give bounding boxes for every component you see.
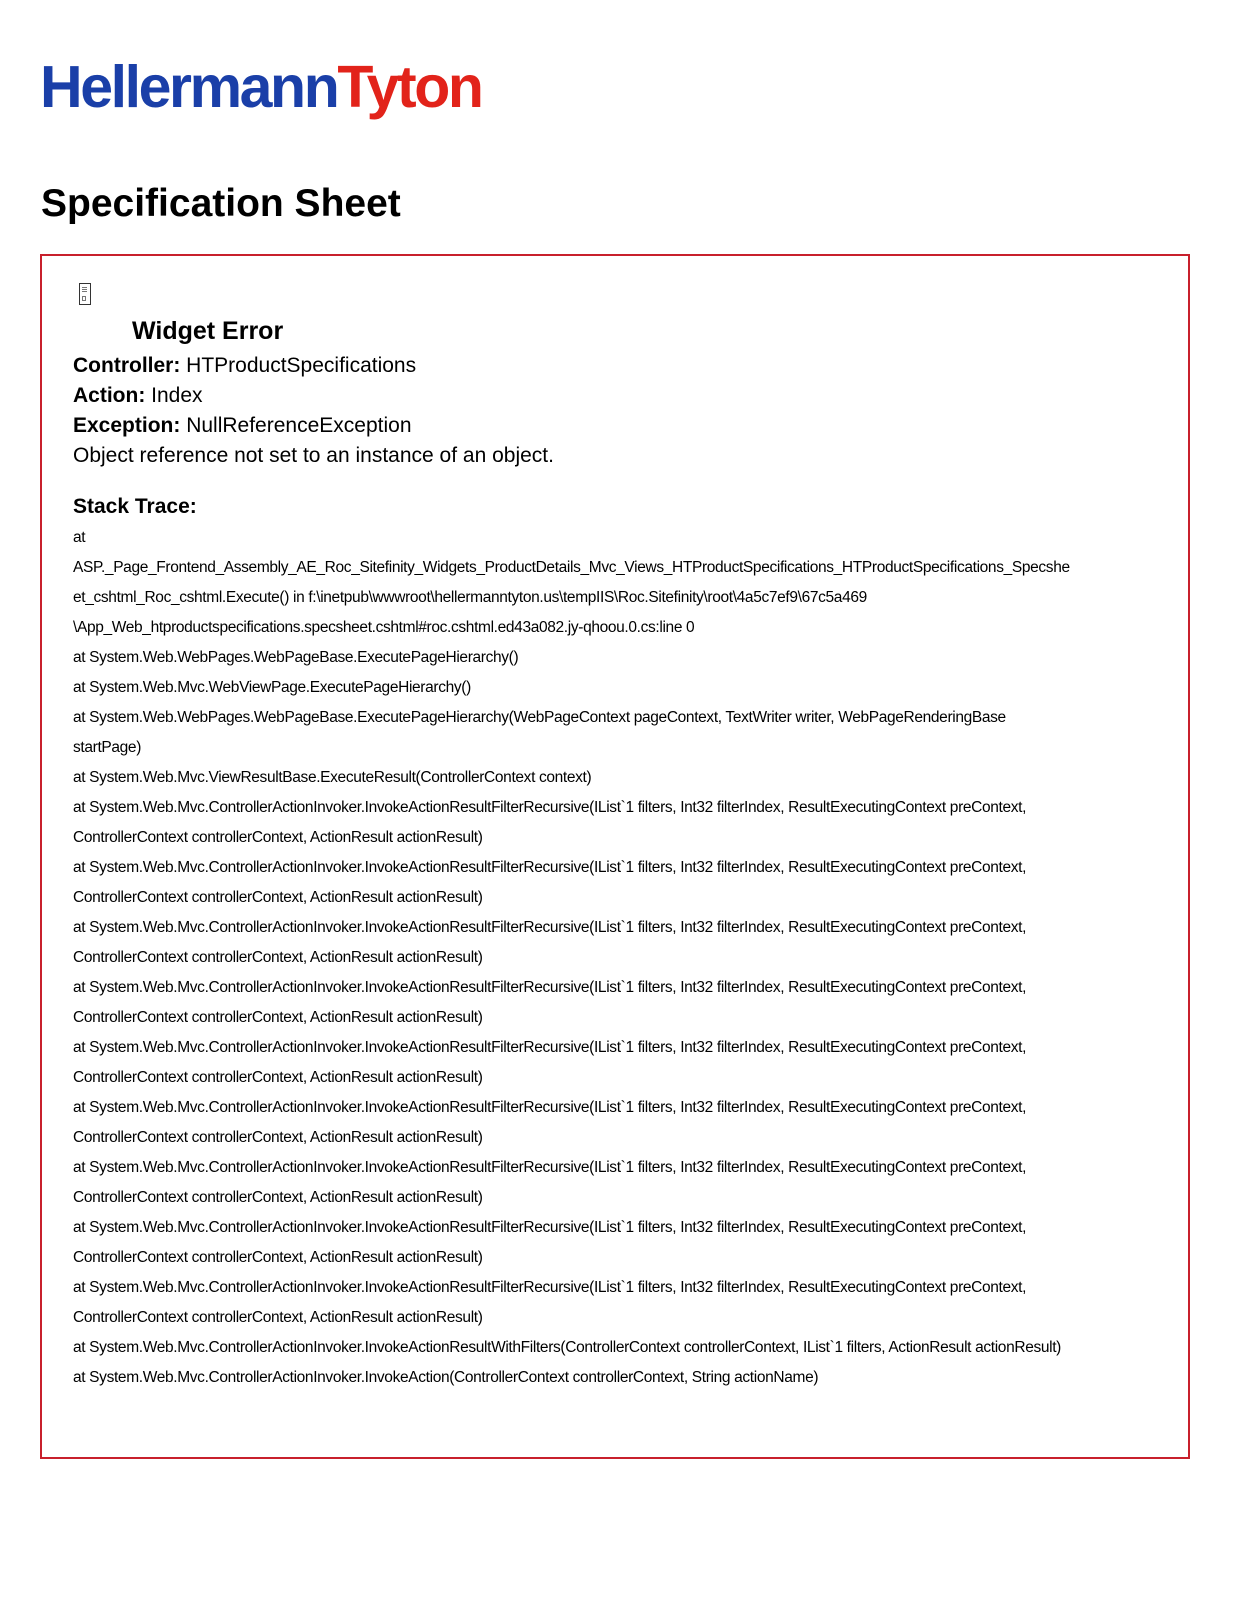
stack-trace-line: at System.Web.Mvc.ControllerActionInvoker.InvokeActionResultFilterRecursive(IList`1 filters, Int32 filterIndex, ResultExecutingContext preContext, — [73, 1219, 1027, 1236]
stack-trace-line: at System.Web.Mvc.ControllerActionInvoker.InvokeActionResultFilterRecursive(IList`1 filters, Int32 filterIndex, ResultExecutingContext preContext, — [73, 799, 1027, 816]
stack-trace-line: at System.Web.Mvc.ControllerActionInvoker.InvokeActionResultFilterRecursive(IList`1 filters, Int32 filterIndex, ResultExecutingContext preContext, — [73, 859, 1027, 876]
stack-trace-title: Stack Trace: — [73, 495, 197, 518]
stack-trace-line: at System.Web.Mvc.ControllerActionInvoker.InvokeActionResultWithFilters(ControllerContext controllerContext, IList`1 filters, ActionResult actionResult) — [73, 1339, 1061, 1356]
stack-trace-line: at System.Web.Mvc.ViewResultBase.ExecuteResult(ControllerContext context) — [73, 769, 592, 786]
widget-error-box — [40, 254, 1190, 1459]
stack-trace-line: ControllerContext controllerContext, ActionResult actionResult) — [73, 949, 483, 966]
stack-trace-line: ControllerContext controllerContext, ActionResult actionResult) — [73, 1069, 483, 1086]
controller-line — [73, 351, 554, 381]
logo-text-tyton: Tyton — [337, 54, 482, 120]
stack-trace — [73, 523, 1163, 1393]
controller-value: HTProductSpecifications — [186, 354, 417, 377]
stack-trace-line: at System.Web.Mvc.ControllerActionInvoker.InvokeActionResultFilterRecursive(IList`1 filters, Int32 filterIndex, ResultExecutingContext preContext, — [73, 1099, 1027, 1116]
page-title: Specification Sheet — [41, 182, 401, 225]
action-value: Index — [151, 384, 203, 407]
stack-trace-line: at System.Web.Mvc.ControllerActionInvoker.InvokeActionResultFilterRecursive(IList`1 filters, Int32 filterIndex, ResultExecutingContext preContext, — [73, 1279, 1027, 1296]
stack-trace-line: ControllerContext controllerContext, ActionResult actionResult) — [73, 1189, 483, 1206]
stack-trace-line: at System.Web.Mvc.ControllerActionInvoker.InvokeActionResultFilterRecursive(IList`1 filters, Int32 filterIndex, ResultExecutingContext preContext, — [73, 919, 1027, 936]
stack-trace-line: at System.Web.Mvc.WebViewPage.ExecutePageHierarchy() — [73, 679, 471, 696]
stack-trace-line: at System.Web.Mvc.ControllerActionInvoker.InvokeActionResultFilterRecursive(IList`1 filters, Int32 filterIndex, ResultExecutingContext preContext, — [73, 979, 1027, 996]
controller-label: Controller: — [73, 354, 181, 377]
error-message: Object reference not set to an instance of an object. — [73, 444, 554, 467]
exception-label: Exception: — [73, 414, 181, 437]
stack-trace-line: ControllerContext controllerContext, ActionResult actionResult) — [73, 829, 483, 846]
action-line — [73, 381, 554, 411]
exception-value: NullReferenceException — [186, 414, 412, 437]
stack-trace-line: at System.Web.Mvc.ControllerActionInvoker.InvokeAction(ControllerContext controllerContext, String actionName) — [73, 1369, 819, 1386]
stack-trace-line: at System.Web.WebPages.WebPageBase.ExecutePageHierarchy(WebPageContext pageContext, TextWriter writer, WebPageRenderingBase — [73, 709, 1006, 726]
stack-trace-line: ControllerContext controllerContext, ActionResult actionResult) — [73, 1129, 483, 1146]
stack-trace-line: \App_Web_htproductspecifications.specsheet.cshtml#roc.cshtml.ed43a082.jy-qhoou.0.cs:line 0 — [73, 619, 695, 636]
error-details — [73, 351, 554, 471]
stack-trace-line: at System.Web.Mvc.ControllerActionInvoker.InvokeActionResultFilterRecursive(IList`1 filters, Int32 filterIndex, ResultExecutingContext preContext, — [73, 1039, 1027, 1056]
stack-trace-line: ControllerContext controllerContext, ActionResult actionResult) — [73, 889, 483, 906]
stack-trace-line: ControllerContext controllerContext, ActionResult actionResult) — [73, 1309, 483, 1326]
exception-line — [73, 411, 554, 441]
hellermanntyton-logo — [40, 52, 482, 122]
stack-trace-line: et_cshtml_Roc_cshtml.Execute() in f:\inetpub\wwwroot\hellermanntyton.us\tempIIS\Roc.Sitefinity\root\4a5c7ef9\67c5a469 — [73, 589, 867, 606]
broken-image-icon — [79, 283, 91, 305]
action-label: Action: — [73, 384, 146, 407]
widget-error-title: Widget Error — [132, 317, 284, 345]
stack-trace-line: at System.Web.Mvc.ControllerActionInvoker.InvokeActionResultFilterRecursive(IList`1 filters, Int32 filterIndex, ResultExecutingContext preContext, — [73, 1159, 1027, 1176]
logo-text-hellermann: Hellermann — [40, 54, 338, 120]
stack-trace-line: startPage) — [73, 739, 142, 756]
stack-trace-line: at System.Web.WebPages.WebPageBase.ExecutePageHierarchy() — [73, 649, 519, 666]
stack-trace-line: ControllerContext controllerContext, ActionResult actionResult) — [73, 1009, 483, 1026]
stack-trace-line: ControllerContext controllerContext, ActionResult actionResult) — [73, 1249, 483, 1266]
stack-trace-line: at — [73, 529, 86, 546]
stack-trace-line: ASP._Page_Frontend_Assembly_AE_Roc_Sitefinity_Widgets_ProductDetails_Mvc_Views_HTProductSpecifications_HTProductSpecifications_Specshe — [73, 559, 1070, 576]
